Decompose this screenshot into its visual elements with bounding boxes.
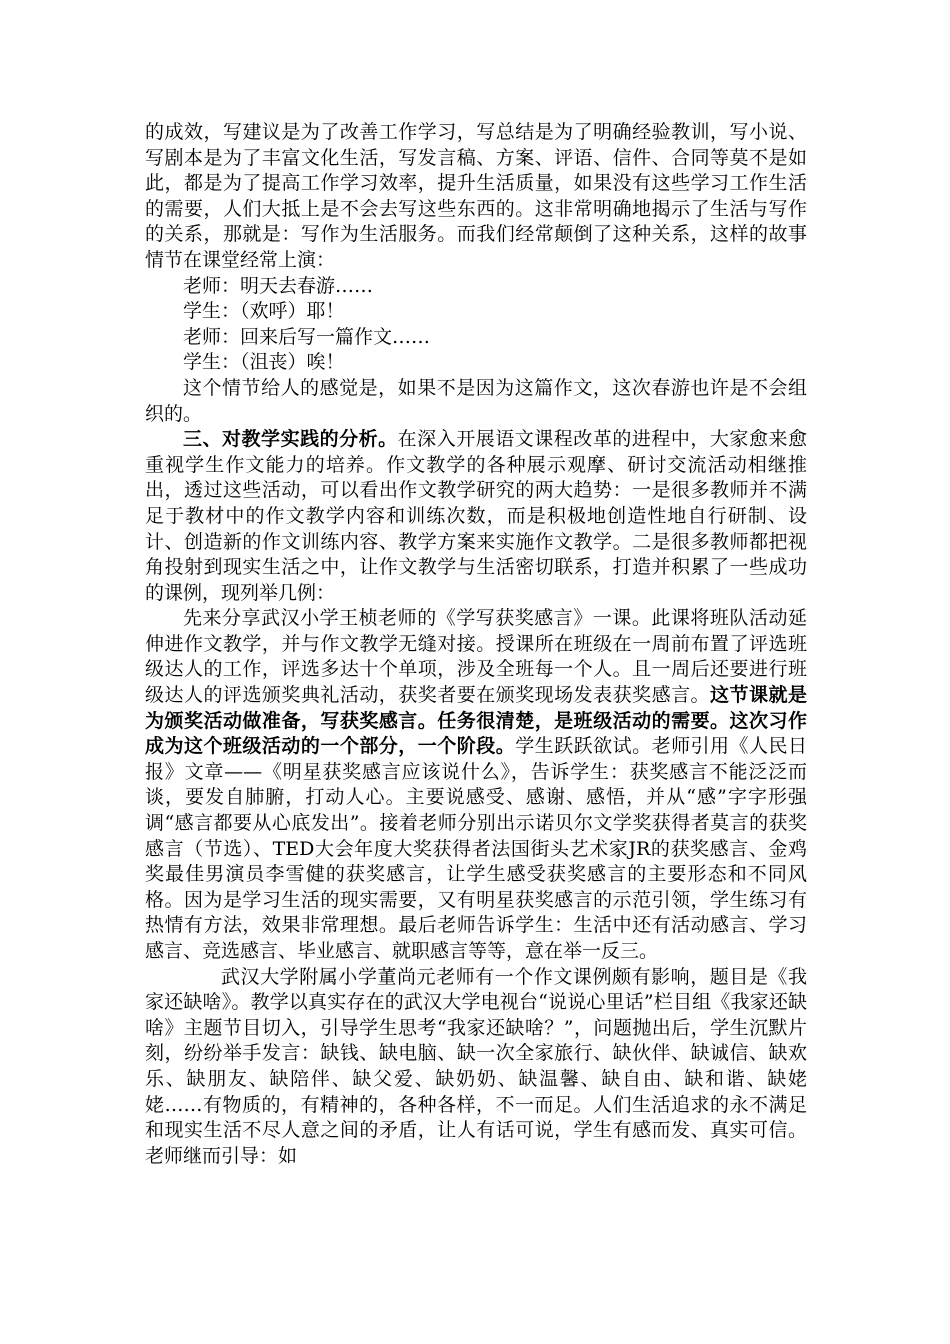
lesson-intro: 先来分享武汉小学王桢老师的《学写获奖感言》一课。此课将班队活动延伸进作文教学，并与作文教学无缝对接。授课所在班级在一周前布置了评选班级达人的工作，评选多达十个单项，涉及全班每一个人。且一周后还要进行班级达人的评选颁奖典礼活动，获奖者要在颁奖现场发表获奖感言。 — [145, 607, 807, 707]
dialogue-line-teacher-1: 老师：明天去春游…… — [183, 274, 374, 297]
section-body: 在深入开展语文课程改革的进程中，大家愈来愈重视学生作文能力的培养。作文教学的各种展示观摩、研讨交流活动相继推出，透过这些活动，可以看出作文教学研究的两大趋势：一是很多教师并不满足于教材中的作文教学内容和训练次数，而是积极地创造性地自行研制、设计、创造新的作文训练内容、教学方案来实施作文教学。二是很多教师都把视角投射到现实生活之中，让作文教学与生活密切联系，打造并积累了一些成功的课例，现列举几例： — [145, 428, 807, 604]
paragraph-what-my-home-lacks-lesson: 武汉大学附属小学董尚元老师有一个作文课例颇有影响，题目是《我家还缺啥》。教学以真实存在的武汉大学电视台“说说心里话”栏目组《我家还缺啥》主题节目切入，引导学生思考“我家还缺啥？”，问题抛出后，学生沉默片刻，纷纷举手发言：缺钱、缺电脑、缺一次全家旅行、缺伙伴、缺诚信、缺欢乐、缺朋友、缺陪伴、缺父爱、缺奶奶、缺温馨、缺自由、缺和谐、缺姥姥……有物质的，有精神的，各种各样，不一而足。人们生活追求的永不满足和现实生活不尽人意之间的矛盾，让人有话可说，学生有感而发、真实可信。老师继而引导：如 — [145, 965, 807, 1167]
paragraph-spring-outing-comment: 这个情节给人的感觉是，如果不是因为这篇作文，这次春游也许是不会组织的。 — [145, 376, 807, 425]
lesson-emphasis-bold: 这节课就是为颁奖活动做准备，写获奖感言。任务很清楚，是班级活动的需要。这次习作成为这个班级活动的一个部分，一个阶段。 — [145, 684, 807, 758]
dialogue-line-teacher-2: 老师：回来后写一篇作文…… — [183, 325, 431, 348]
dialogue-line-student-1: 学生：（欢呼）耶！ — [183, 300, 345, 323]
dialogue-line-student-2: 学生：（沮丧）唉！ — [183, 351, 345, 374]
paragraph-award-speech-lesson — [145, 606, 807, 964]
lesson-details: 学生跃跃欲试。老师引用《人民日报》文章——《明星获奖感言应该说什么》，告诉学生：获奖感言不能泛泛而谈，要发自肺腑，打动人心。主要说感受、感谢、感悟，并从“感”字字形强调“感言都要从心底发出”。接着老师分别出示诺贝尔文学奖获得者莫言的获奖感言（节选）、TED大会年度大奖获得者法国街头艺术家JR的获奖感言、金鸡奖最佳男演员李雪健的获奖感言，让学生感受获奖感言的主要形态和不同风格。因为是学习生活的现实需要，又有明星获奖感言的示范引领，学生练习有热情有方法，效果非常理想。最后老师告诉学生：生活中还有活动感言、学习感言、竞选感言、毕业感言、就职感言等等，意在举一反三。 — [145, 735, 807, 962]
paragraph-teaching-practice-analysis — [145, 427, 807, 606]
document-page — [145, 120, 807, 1169]
paragraph-writing-serves-life: 的成效，写建议是为了改善工作学习，写总结是为了明确经验教训，写小说、写剧本是为了丰富文化生活，写发言稿、方案、评语、信件、合同等莫不是如此，都是为了提高工作学习效率，提升生活质量，如果没有这些学习工作生活的需要，人们大抵上是不会去写这些东西的。这非常明确地揭示了生活与写作的关系，那就是：写作为生活服务。而我们经常颠倒了这种关系，这样的故事情节在课堂经常上演： — [145, 121, 807, 271]
section-heading-bold: 三、对教学实践的分析。 — [183, 428, 398, 451]
